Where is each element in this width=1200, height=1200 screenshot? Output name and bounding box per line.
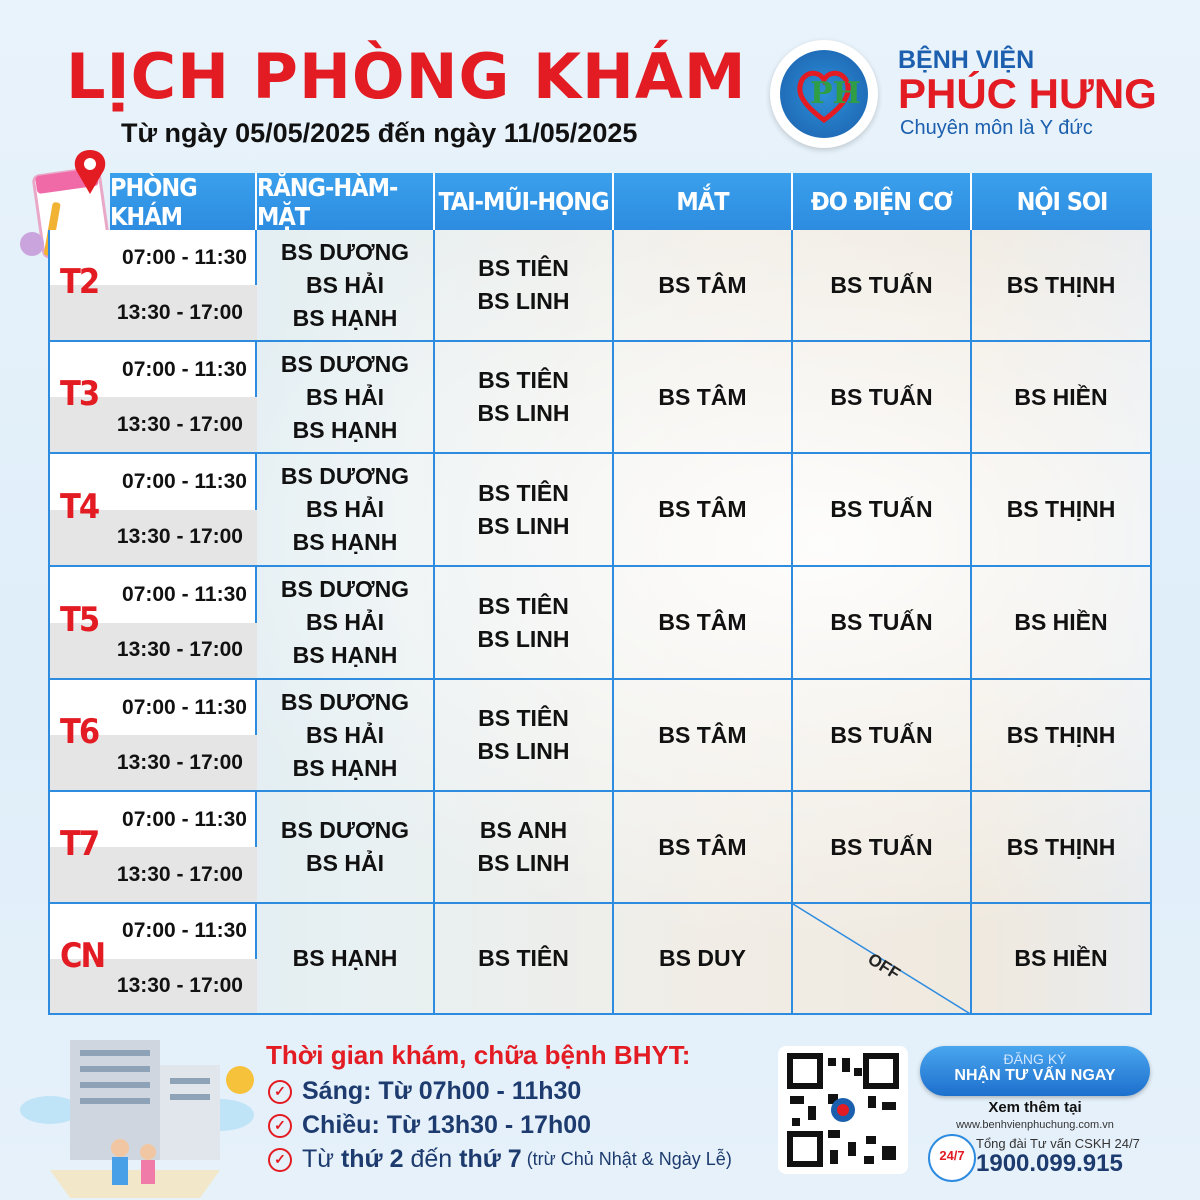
bhyt-days: ✓ Từ thứ 2 đến thứ 7 (trừ Chủ Nhật & Ngày Lễ) — [268, 1145, 732, 1174]
cell-dien-co — [793, 680, 972, 792]
cell-tmh — [435, 904, 614, 1015]
doctor-name: BS TUẤN — [830, 721, 933, 748]
shift-afternoon: 13:30 - 17:00 — [50, 623, 257, 679]
doctor-name: BS HẢI — [306, 609, 384, 635]
table-row — [48, 230, 1152, 342]
doctor-name: BS TIÊN — [478, 592, 569, 619]
bhyt-afternoon: ✓ Chiều: Từ 13h30 - 17h00 — [268, 1111, 591, 1140]
hospital-logo — [770, 40, 878, 148]
cell-rhm — [257, 454, 435, 567]
doctor-name: BS HIỀN — [1014, 945, 1108, 971]
cell-dien-co — [793, 342, 972, 454]
off-label: OFF — [864, 948, 903, 984]
doctor-name: BS LINH — [477, 512, 570, 539]
doctor-name: BS HẠNH — [292, 754, 398, 781]
cell-tmh — [435, 567, 614, 680]
hospital-prefix: BỆNH VIỆN — [898, 46, 1035, 74]
doctor-name: BS HẢI — [306, 271, 384, 298]
table-row — [48, 904, 1152, 1015]
doctor-name: BS TIÊN — [478, 367, 569, 393]
day-cell — [48, 230, 257, 342]
doctor-name: BS LINH — [477, 738, 570, 764]
cell-noi-soi — [972, 792, 1152, 904]
day-label: T7 — [60, 824, 99, 864]
cell-noi-soi — [972, 904, 1152, 1015]
doctor-name: BS LINH — [477, 625, 570, 652]
doctor-name: BS LINH — [477, 288, 570, 314]
qr-code[interactable] — [778, 1046, 908, 1174]
cell-mat — [614, 680, 793, 792]
day-label: CN — [60, 935, 105, 976]
check-icon: ✓ — [268, 1148, 292, 1172]
date-range: Từ ngày 05/05/2025 đến ngày 11/05/2025 — [121, 118, 638, 148]
doctor-name: BS HẠNH — [292, 416, 398, 443]
doctor-name: BS LINH — [477, 850, 570, 876]
check-icon: ✓ — [268, 1114, 292, 1138]
hospital-slogan: Chuyên môn là Y đức — [900, 117, 1093, 139]
cell-dien-co — [793, 792, 972, 904]
doctor-name: BS ANH — [479, 817, 568, 843]
doctor-name: BS DƯƠNG — [280, 350, 410, 377]
doctor-name: BS TÂM — [658, 496, 747, 522]
cell-noi-soi — [972, 230, 1152, 342]
hotline-label: Tổng đài Tư vấn CSKH 24/7 — [976, 1136, 1140, 1151]
shift-afternoon: 13:30 - 17:00 — [50, 959, 257, 1014]
doctor-name: BS HẢI — [306, 850, 384, 876]
cell-tmh — [435, 454, 614, 567]
doctor-name: BS HẢI — [306, 721, 384, 748]
shift-morning: 07:00 - 11:30 — [122, 469, 247, 493]
table-row — [48, 792, 1152, 904]
doctor-name: BS DƯƠNG — [280, 463, 410, 489]
bhyt-title: Thời gian khám, chữa bệnh BHYT: — [266, 1040, 691, 1070]
doctor-name: BS HẠNH — [292, 304, 398, 331]
shift-morning: 07:00 - 11:30 — [122, 357, 247, 381]
shift-afternoon: 13:30 - 17:00 — [50, 285, 257, 340]
see-more-label: Xem thêm tại — [988, 1099, 1082, 1116]
cell-mat — [614, 792, 793, 904]
doctor-name: BS HẠNH — [292, 642, 398, 668]
doctor-name: BS DƯƠNG — [280, 688, 410, 715]
doctor-name: BS THỊNH — [1006, 271, 1116, 298]
cell-rhm — [257, 904, 435, 1015]
doctor-name: BS DƯƠNG — [280, 576, 410, 602]
hospital-building-illustration — [10, 1020, 260, 1200]
schedule-table — [48, 173, 1152, 1015]
doctor-name: BS TÂM — [658, 721, 747, 748]
doctor-name: BS TIÊN — [478, 945, 569, 971]
shift-morning: 07:00 - 11:30 — [122, 695, 247, 719]
doctor-name: BS TUẤN — [830, 383, 933, 410]
cell-rhm — [257, 680, 435, 792]
doctor-name: BS HIỀN — [1014, 609, 1108, 635]
day-cell — [48, 680, 257, 792]
cell-mat — [614, 230, 793, 342]
doctor-name: BS TÂM — [658, 833, 747, 860]
doctor-name: BS HẠNH — [292, 529, 398, 555]
table-row — [48, 680, 1152, 792]
day-cell — [48, 567, 257, 680]
doctor-name: BS DƯƠNG — [280, 238, 410, 265]
day-label: T4 — [60, 486, 99, 527]
col-header-clinic: PHÒNG KHÁM — [110, 173, 257, 230]
cell-noi-soi — [972, 454, 1152, 567]
doctor-name: BS THỊNH — [1006, 496, 1116, 522]
day-label: T3 — [60, 374, 99, 414]
day-cell — [48, 342, 257, 454]
cell-rhm — [257, 230, 435, 342]
page-title: LỊCH PHÒNG KHÁM — [66, 40, 747, 113]
register-consult-button[interactable]: ĐĂNG KÝ NHẬN TƯ VẤN NGAY — [920, 1046, 1150, 1096]
doctor-name: BS DUY — [659, 945, 746, 971]
cell-noi-soi — [972, 342, 1152, 454]
cell-tmh — [435, 230, 614, 342]
doctor-name: BS TÂM — [658, 271, 747, 298]
day-label: T5 — [60, 599, 99, 640]
table-row — [48, 454, 1152, 567]
cell-rhm — [257, 792, 435, 904]
doctor-name: BS LINH — [477, 400, 570, 426]
shift-morning: 07:00 - 11:30 — [122, 245, 247, 269]
doctor-name: BS TUẤN — [830, 496, 933, 522]
cell-tmh — [435, 792, 614, 904]
col-header-dien-co: ĐO ĐIỆN CƠ — [793, 173, 972, 230]
doctor-name: BS TÂM — [658, 383, 747, 410]
doctor-name: BS THỊNH — [1006, 721, 1116, 748]
qr-code-icon — [778, 1046, 908, 1174]
cell-dien-co — [793, 567, 972, 680]
check-icon: ✓ — [268, 1080, 292, 1104]
cell-noi-soi — [972, 567, 1152, 680]
col-header-tmh: TAI-MŨI-HỌNG — [435, 173, 614, 230]
logo-monogram: PH — [810, 76, 861, 111]
doctor-name: BS TUẤN — [830, 271, 933, 298]
support-247-badge: 24/7 — [928, 1134, 976, 1182]
doctor-name: BS HẢI — [306, 496, 384, 522]
day-cell — [48, 454, 257, 567]
cell-dien-co — [793, 230, 972, 342]
table-row — [48, 342, 1152, 454]
cell-dien-co — [793, 904, 972, 1015]
bhyt-morning: ✓ Sáng: Từ 07h00 - 11h30 — [268, 1077, 581, 1106]
cell-mat — [614, 567, 793, 680]
cell-mat — [614, 904, 793, 1015]
col-header-mat: MẮT — [614, 173, 793, 230]
shift-morning: 07:00 - 11:30 — [122, 582, 247, 606]
doctor-name: BS TUẤN — [830, 833, 933, 860]
website-link[interactable]: www.benhvienphuchung.com.vn — [956, 1119, 1114, 1131]
shift-morning: 07:00 - 11:30 — [122, 807, 247, 831]
schedule-grid — [48, 230, 1152, 1015]
cell-mat — [614, 342, 793, 454]
shift-morning: 07:00 - 11:30 — [122, 919, 247, 943]
doctor-name: BS HẠNH — [292, 945, 398, 971]
table-row — [48, 567, 1152, 680]
doctor-name: BS TIÊN — [478, 255, 569, 281]
hotline-number[interactable]: 1900.099.915 — [976, 1150, 1123, 1177]
shift-afternoon: 13:30 - 17:00 — [50, 847, 257, 902]
cell-rhm — [257, 342, 435, 454]
day-cell — [48, 904, 257, 1015]
hospital-name: PHÚC HƯNG — [898, 70, 1157, 117]
col-header-noi-soi: NỘI SOI — [972, 173, 1152, 230]
doctor-name: BS THỊNH — [1006, 833, 1116, 860]
cell-noi-soi — [972, 680, 1152, 792]
cell-dien-co — [793, 454, 972, 567]
doctor-name: BS TUẤN — [830, 609, 933, 635]
doctor-name: BS TÂM — [658, 609, 747, 635]
shift-afternoon: 13:30 - 17:00 — [50, 735, 257, 790]
shift-afternoon: 13:30 - 17:00 — [50, 397, 257, 452]
cell-tmh — [435, 342, 614, 454]
doctor-name: BS TIÊN — [478, 479, 569, 506]
day-cell — [48, 792, 257, 904]
doctor-name: BS TIÊN — [478, 705, 569, 731]
doctor-name: BS HIỀN — [1014, 383, 1108, 410]
doctor-name: BS DƯƠNG — [280, 817, 410, 843]
cell-mat — [614, 454, 793, 567]
doctor-name: BS HẢI — [306, 383, 384, 410]
day-label: T2 — [60, 262, 99, 302]
cell-rhm — [257, 567, 435, 680]
col-header-rhm: RĂNG-HÀM-MẶT — [257, 173, 435, 230]
shift-afternoon: 13:30 - 17:00 — [50, 510, 257, 566]
cell-tmh — [435, 680, 614, 792]
day-label: T6 — [60, 712, 99, 752]
